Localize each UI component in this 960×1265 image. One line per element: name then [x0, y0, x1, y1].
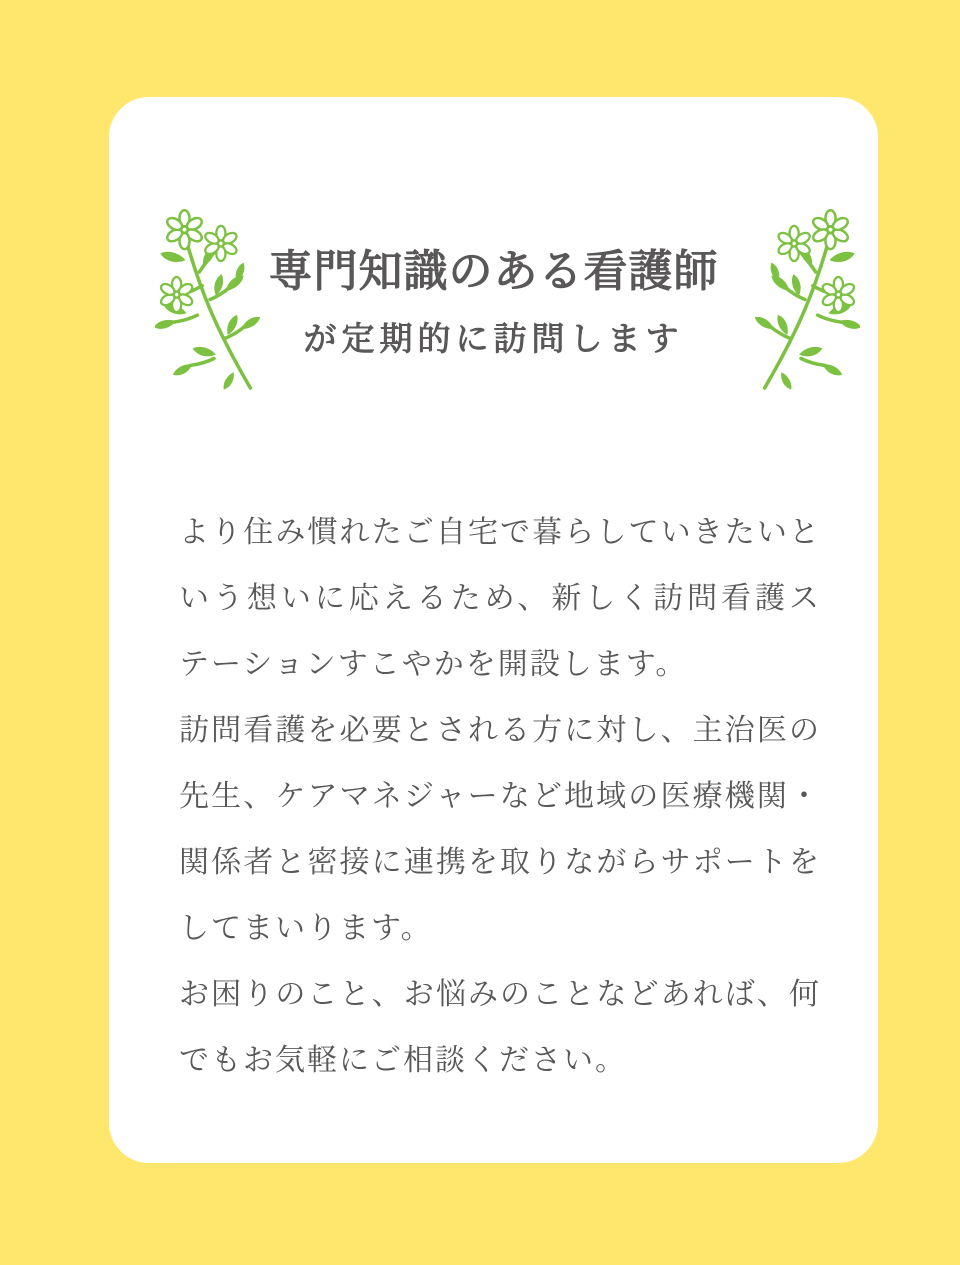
text-line: 関係者と密接に連携を取りながらサポートを: [179, 846, 821, 879]
text-line: テーションすこやかを開設します。: [179, 648, 688, 681]
text-line: 先生、ケアマネジャーなど地域の医療機関・: [179, 780, 821, 813]
heading-line-2: が定期的に訪問します: [303, 322, 684, 358]
text-line: してまいります。: [179, 912, 433, 945]
heading-line-1: 専門知識のある看護師: [268, 247, 719, 296]
text-line: いう想いに応えるため、新しく訪問看護ス: [179, 582, 821, 615]
text-line: より住み慣れたご自宅で暮らしていきたいと: [179, 516, 821, 549]
section-heading: [109, 243, 878, 365]
description-text: [179, 500, 821, 1094]
text-line: お困りのこと、お悩みのことなどあれば、何: [179, 978, 821, 1011]
text-line: でもお気軽にご相談ください。: [179, 1044, 627, 1077]
info-card: [109, 97, 878, 1163]
text-line: 訪問看護を必要とされる方に対し、主治医の: [179, 714, 821, 747]
